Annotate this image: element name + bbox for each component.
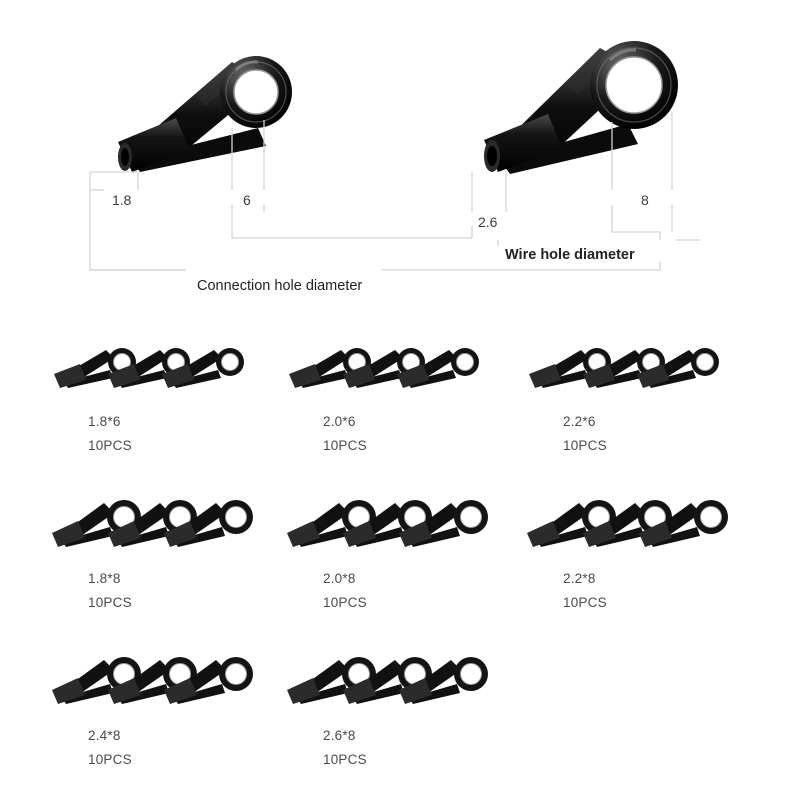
- variant-item: [515, 487, 735, 627]
- connection-hole-diameter-caption: Connection hole diameter: [197, 278, 363, 294]
- variant-item: [40, 644, 260, 784]
- variant-qty-label: 10PCS: [88, 595, 132, 610]
- dimension-label: 8: [641, 192, 649, 208]
- variant-size-label: 2.0*6: [323, 414, 356, 429]
- variant-size-label: 2.6*8: [323, 728, 356, 743]
- variant-item: [40, 330, 260, 470]
- guide-trio-icon: [275, 330, 495, 410]
- variant-item: [40, 487, 260, 627]
- guide-part-right: [484, 41, 678, 174]
- variant-qty-label: 10PCS: [563, 595, 607, 610]
- variant-item: [515, 330, 735, 470]
- variant-size-label: 2.0*8: [323, 571, 356, 586]
- variant-qty-label: 10PCS: [323, 438, 367, 453]
- variant-grid: [0, 330, 800, 800]
- guide-trio-icon: [275, 487, 495, 567]
- guide-trio-icon: [40, 644, 260, 724]
- variant-size-label: 2.2*8: [563, 571, 596, 586]
- variant-size-label: 2.4*8: [88, 728, 121, 743]
- variant-size-label: 1.8*8: [88, 571, 121, 586]
- variant-size-label: 1.8*6: [88, 414, 121, 429]
- variant-qty-label: 10PCS: [563, 438, 607, 453]
- variant-item: [275, 487, 495, 627]
- guide-trio-icon: [515, 330, 735, 410]
- guide-trio-icon: [275, 644, 495, 724]
- variant-qty-label: 10PCS: [88, 438, 132, 453]
- variant-size-label: 2.2*6: [563, 414, 596, 429]
- variant-qty-label: 10PCS: [323, 595, 367, 610]
- diagram-svg: [0, 0, 800, 320]
- dimension-label: 2.6: [478, 214, 498, 230]
- variant-qty-label: 10PCS: [88, 752, 132, 767]
- variant-item: [275, 330, 495, 470]
- dimension-label: 6: [243, 192, 251, 208]
- technical-diagram: [0, 0, 800, 320]
- guide-trio-icon: [515, 487, 735, 567]
- guide-trio-icon: [40, 487, 260, 567]
- dimension-label: 1.8: [112, 192, 132, 208]
- guide-part-left: [118, 56, 292, 172]
- variant-item: [275, 644, 495, 784]
- wire-hole-diameter-caption: Wire hole diameter: [505, 247, 635, 263]
- variant-qty-label: 10PCS: [323, 752, 367, 767]
- guide-trio-icon: [40, 330, 260, 410]
